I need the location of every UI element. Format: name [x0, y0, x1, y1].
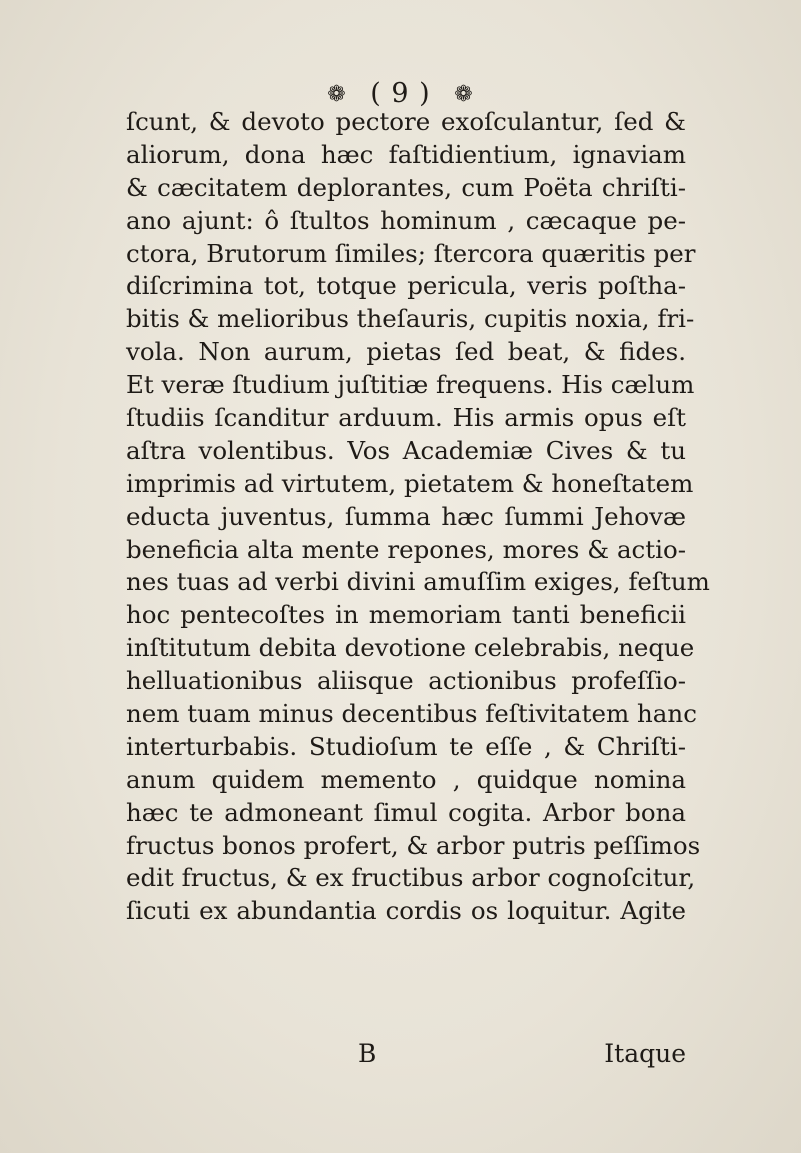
text-line: educta juventus, ſumma hæc ſummi Jehovæ	[126, 501, 686, 531]
text-line: imprimis ad virtutem, pietatem & honeſtatem	[126, 468, 694, 498]
text-line: ano ajunt: ô ſtultos hominum , cæcaque pe-	[126, 205, 686, 235]
left-ornament-icon: ❁	[327, 82, 347, 107]
text-line: bitis & melioribus theſauris, cupitis noxia, fri-	[126, 304, 695, 334]
text-line: ſcunt, & devoto pectore exoſculantur, ſed &	[126, 107, 686, 136]
running-header	[0, 78, 801, 109]
text-line: & cæcitatem deplorantes, cum Poëta chriſti-	[126, 172, 686, 202]
text-line: helluationibus aliisque actionibus profeſſio-	[126, 666, 686, 696]
text-line: interturbabis. Studioſum te eſſe , & Chriſti-	[126, 731, 686, 761]
text-line: Et veræ ſtudium juſtitiæ frequens. His cælum	[126, 370, 695, 400]
text-line: nem tuam minus decentibus feſtivitatem hanc	[126, 699, 697, 729]
text-line: ſicuti ex abundantia cordis os loquitur. Agite	[126, 896, 686, 926]
text-line: diſcrimina tot, totque pericula, veris poſtha-	[126, 271, 686, 301]
page-footer	[126, 1039, 686, 1071]
text-line: aſtra volentibus. Vos Academiæ Cives & tu	[126, 435, 686, 465]
text-line: beneficia alta mente repones, mores & actio-	[126, 534, 686, 564]
body-text	[126, 106, 710, 928]
text-line: hæc te admoneant ſimul cogita. Arbor bona	[126, 797, 686, 827]
text-line: anum quidem memento , quidque nomina	[126, 764, 686, 794]
catchword: Itaque	[604, 1039, 686, 1068]
text-line: hoc pentecoſtes in memoriam tanti beneficii	[126, 600, 686, 630]
right-ornament-icon: ❁	[454, 82, 474, 107]
text-line: vola. Non aurum, pietas ſed beat, & fides.	[126, 337, 686, 367]
text-line: nes tuas ad verbi divini amuſſim exiges, feſtum	[126, 567, 710, 597]
text-line: aliorum, dona hæc faſtidientium, ignaviam	[126, 139, 686, 169]
text-line: inſtitutum debita devotione celebrabis, neque	[126, 633, 695, 663]
text-line: ſtudiis ſcanditur arduum. His armis opus eſt	[126, 403, 686, 433]
signature-mark: B	[358, 1039, 377, 1068]
text-line: ctora, Brutorum ſimiles; ſtercora quæritis per	[126, 238, 696, 268]
text-line: edit fructus, & ex fructibus arbor cognoſcitur,	[126, 863, 696, 893]
text-line: fructus bonos profert, & arbor putris peſſimos	[126, 830, 701, 860]
page-number: ( 9 )	[370, 78, 431, 109]
